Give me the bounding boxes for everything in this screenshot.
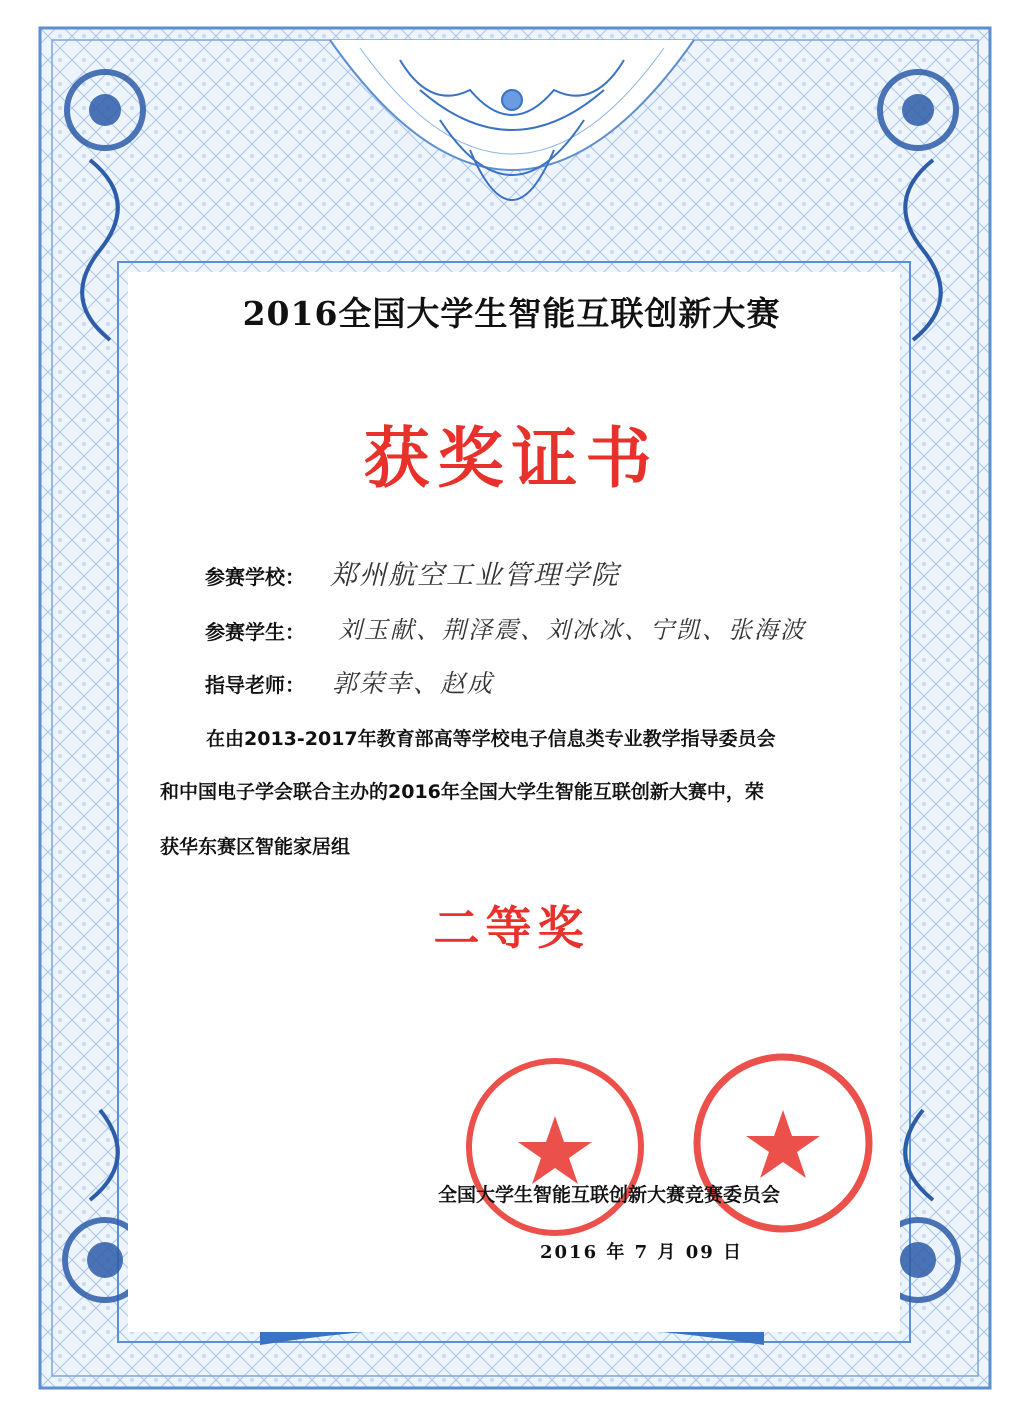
- body-line-3: 获华东赛区智能家居组: [160, 836, 351, 858]
- body-line-1: 在由2013-2017年教育部高等学校电子信息类专业教学指导委员会: [206, 728, 776, 750]
- left-seal-icon: [462, 1054, 648, 1240]
- certificate-title: 获奖证书: [363, 420, 660, 497]
- contest-title: 2016全国大学生智能互联创新大赛: [242, 294, 781, 333]
- field-label-advisors: 指导老师：: [205, 673, 305, 697]
- field-value-school: 郑州航空工业管理学院: [330, 560, 620, 591]
- field-label-students: 参赛学生：: [205, 620, 305, 644]
- right-seal-icon: [690, 1050, 876, 1236]
- issuer-name: 全国大学生智能互联创新大赛竞赛委员会: [438, 1184, 781, 1206]
- body-line-2: 和中国电子学会联合主办的2016年全国大学生智能互联创新大赛中，荣: [160, 781, 764, 803]
- field-value-students: 刘玉献、荆泽震、刘冰冰、宁凯、张海波: [338, 616, 806, 644]
- prize-level: 二等奖: [433, 901, 590, 955]
- field-value-advisors: 郭荣幸、赵成: [332, 669, 495, 698]
- issue-date: 2016 年 7 月 09 日: [540, 1242, 744, 1263]
- field-label-school: 参赛学校：: [205, 565, 305, 589]
